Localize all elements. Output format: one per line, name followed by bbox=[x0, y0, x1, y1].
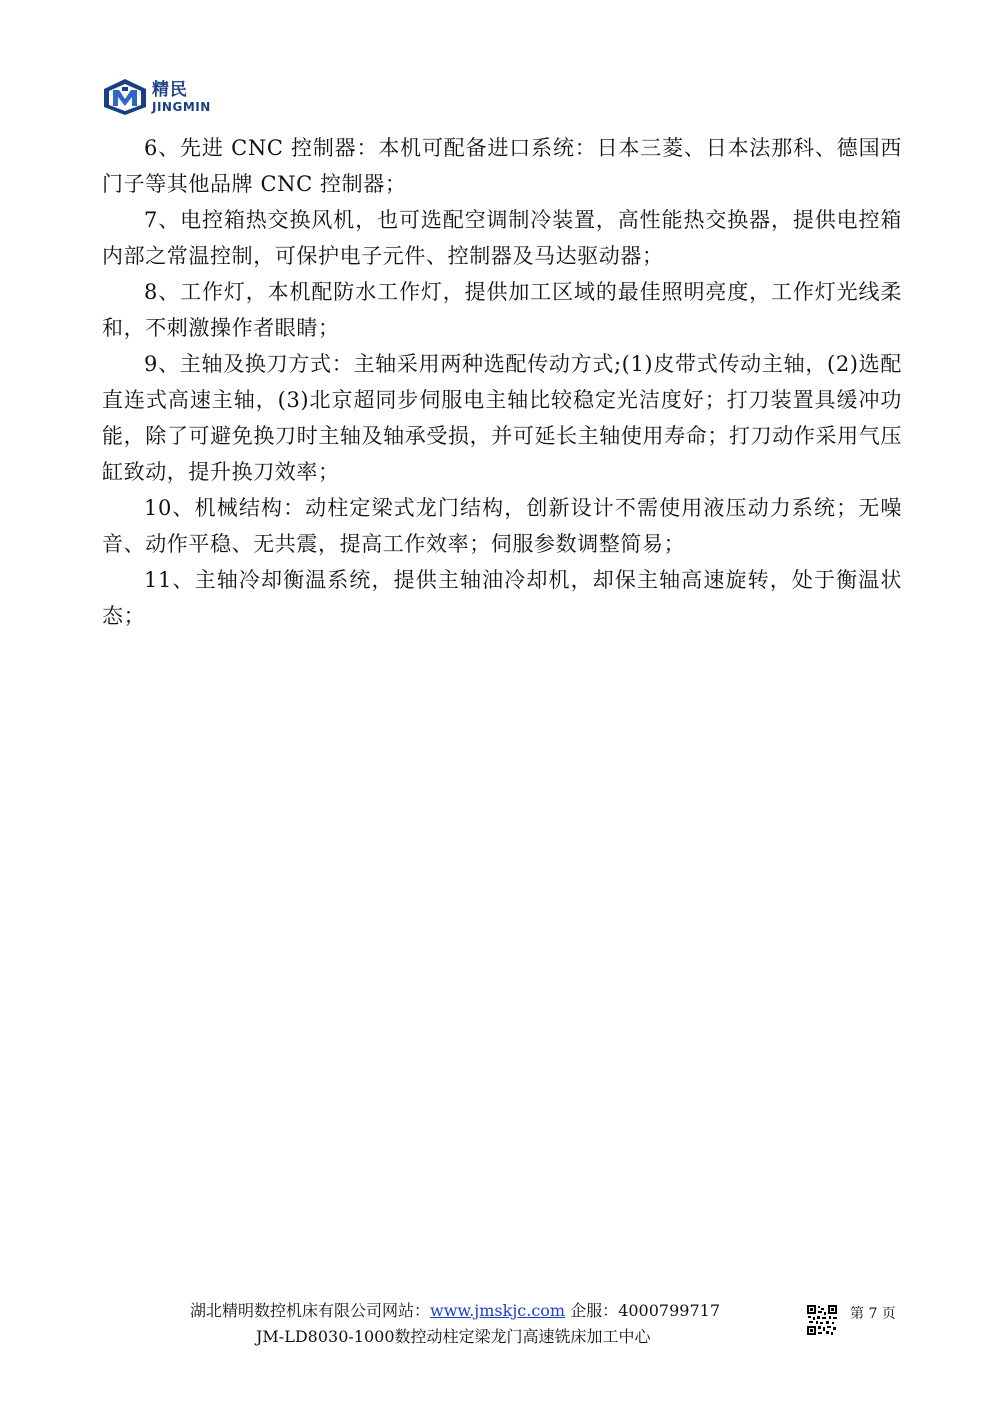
jingmin-logo-icon bbox=[102, 78, 148, 116]
paragraph-item-11: 11、主轴冷却衡温系统，提供主轴油冷却机，却保主轴高速旋转，处于衡温状态； bbox=[102, 568, 902, 628]
paragraph-item-8: 8、工作灯，本机配防水工作灯，提供加工区域的最佳照明亮度，工作灯光线柔和，不刺激操作者眼睛； bbox=[102, 280, 902, 340]
website-link[interactable]: www.jmskjc.com bbox=[430, 1301, 566, 1320]
footer-phone: 企服：4000799717 bbox=[565, 1301, 720, 1320]
logo-chinese-name: 精民 bbox=[152, 79, 188, 100]
company-logo bbox=[102, 78, 211, 116]
paragraph-item-9: 9、主轴及换刀方式：主轴采用两种选配传动方式;(1)皮带式传动主轴，(2)选配直连式高速主轴，(3)北京超同步伺服电主轴比较稳定光洁度好；打刀装置具缓冲功能，除了可避免换刀时主轴及轴承受损，并可延长主轴使用寿命；打刀动作采用气压缸致动，提升换刀效率； bbox=[102, 352, 902, 484]
footer-contact-line bbox=[190, 1300, 720, 1322]
footer-model-line: JM-LD8030-1000数控动柱定梁龙门高速铣床加工中心 bbox=[256, 1327, 651, 1346]
document-body bbox=[102, 130, 902, 634]
page-number: 第 7 页 bbox=[850, 1306, 896, 1322]
paragraph-item-7: 7、电控箱热交换风机，也可选配空调制冷装置，高性能热交换器，提供电控箱内部之常温控制，可保护电子元件、控制器及马达驱动器； bbox=[102, 208, 902, 268]
page-footer bbox=[0, 1300, 1000, 1360]
paragraph-item-10: 10、机械结构：动柱定梁式龙门结构，创新设计不需使用液压动力系统；无噪音、动作平稳、无共震，提高工作效率；伺服参数调整简易； bbox=[102, 496, 902, 556]
paragraph-item-6: 6、先进 CNC 控制器：本机可配备进口系统：日本三菱、日本法那科、德国西门子等其他品牌 CNC 控制器； bbox=[102, 136, 902, 196]
qr-code-icon bbox=[806, 1304, 838, 1336]
footer-company-label: 湖北精明数控机床有限公司网站： bbox=[190, 1301, 431, 1320]
logo-english-name: JINGMIN bbox=[152, 99, 211, 114]
